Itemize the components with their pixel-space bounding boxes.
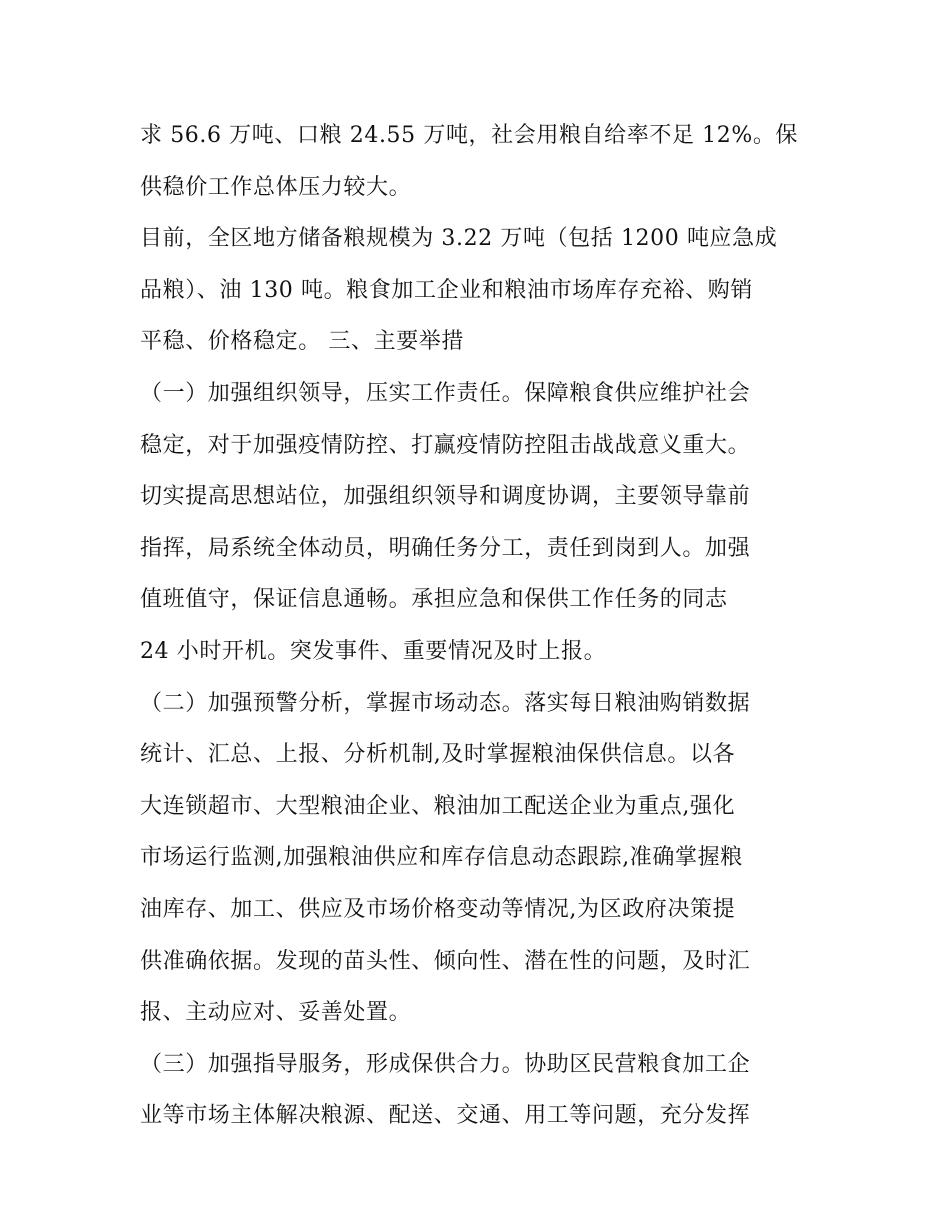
text-line: 统计、汇总、上报、分析机制,及时掌握粮油保供信息。以各: [140, 742, 736, 768]
text-line: 指挥，局系统全体动员，明确任务分工，责任到岗到人。加强: [140, 535, 751, 561]
text-line: 业等市场主体解决粮源、配送、交通、用工等问题，充分发挥: [140, 1103, 751, 1129]
text-line: 大连锁超市、大型粮油企业、粮油加工配送企业为重点,强化: [140, 793, 736, 819]
text-line: 值班值守，保证信息通畅。承担应急和保供工作任务的同志: [140, 587, 728, 613]
text-line: 供稳价工作总体压力较大。: [140, 174, 412, 200]
document-body: [140, 110, 820, 1142]
text-line: 稳定，对于加强疫情防控、打赢疫情防控阻击战战意义重大。: [140, 432, 751, 458]
text-line: 报、主动应对、妥善处置。: [140, 1000, 412, 1026]
section-heading-line: （二）加强预警分析，掌握市场动态。落实每日粮油购销数据: [140, 690, 751, 716]
text-line: 求 56.6 万吨、口粮 24.55 万吨，社会用粮自给率不足 12%。保: [140, 123, 799, 148]
text-line: 切实提高思想站位，加强组织领导和调度协调，主要领导靠前: [140, 484, 751, 510]
text-line: 市场运行监测,加强粮油供应和库存信息动态跟踪,准确掌握粮: [140, 845, 743, 871]
text-line: 目前，全区地方储备粮规模为 3.22 万吨（包括 1200 吨应急成: [140, 226, 778, 252]
text-line: 平稳、价格稳定。 三、主要举措: [140, 329, 464, 355]
text-line: 24 小时开机。突发事件、重要情况及时上报。: [140, 638, 607, 664]
section-heading-line: （三）加强指导服务，形成保供合力。协助区民营粮食加工企: [140, 1051, 751, 1077]
text-line: 品粮）、油 130 吨。粮食加工企业和粮油市场库存充裕、购销: [140, 277, 753, 303]
section-heading-line: （一）加强组织领导，压实工作责任。保障粮食供应维护社会: [140, 380, 751, 406]
text-line: 油库存、加工、供应及市场价格变动等情况,为区政府决策提: [140, 896, 736, 922]
text-line: 供准确依据。发现的苗头性、倾向性、潜在性的问题，及时汇: [140, 948, 751, 974]
